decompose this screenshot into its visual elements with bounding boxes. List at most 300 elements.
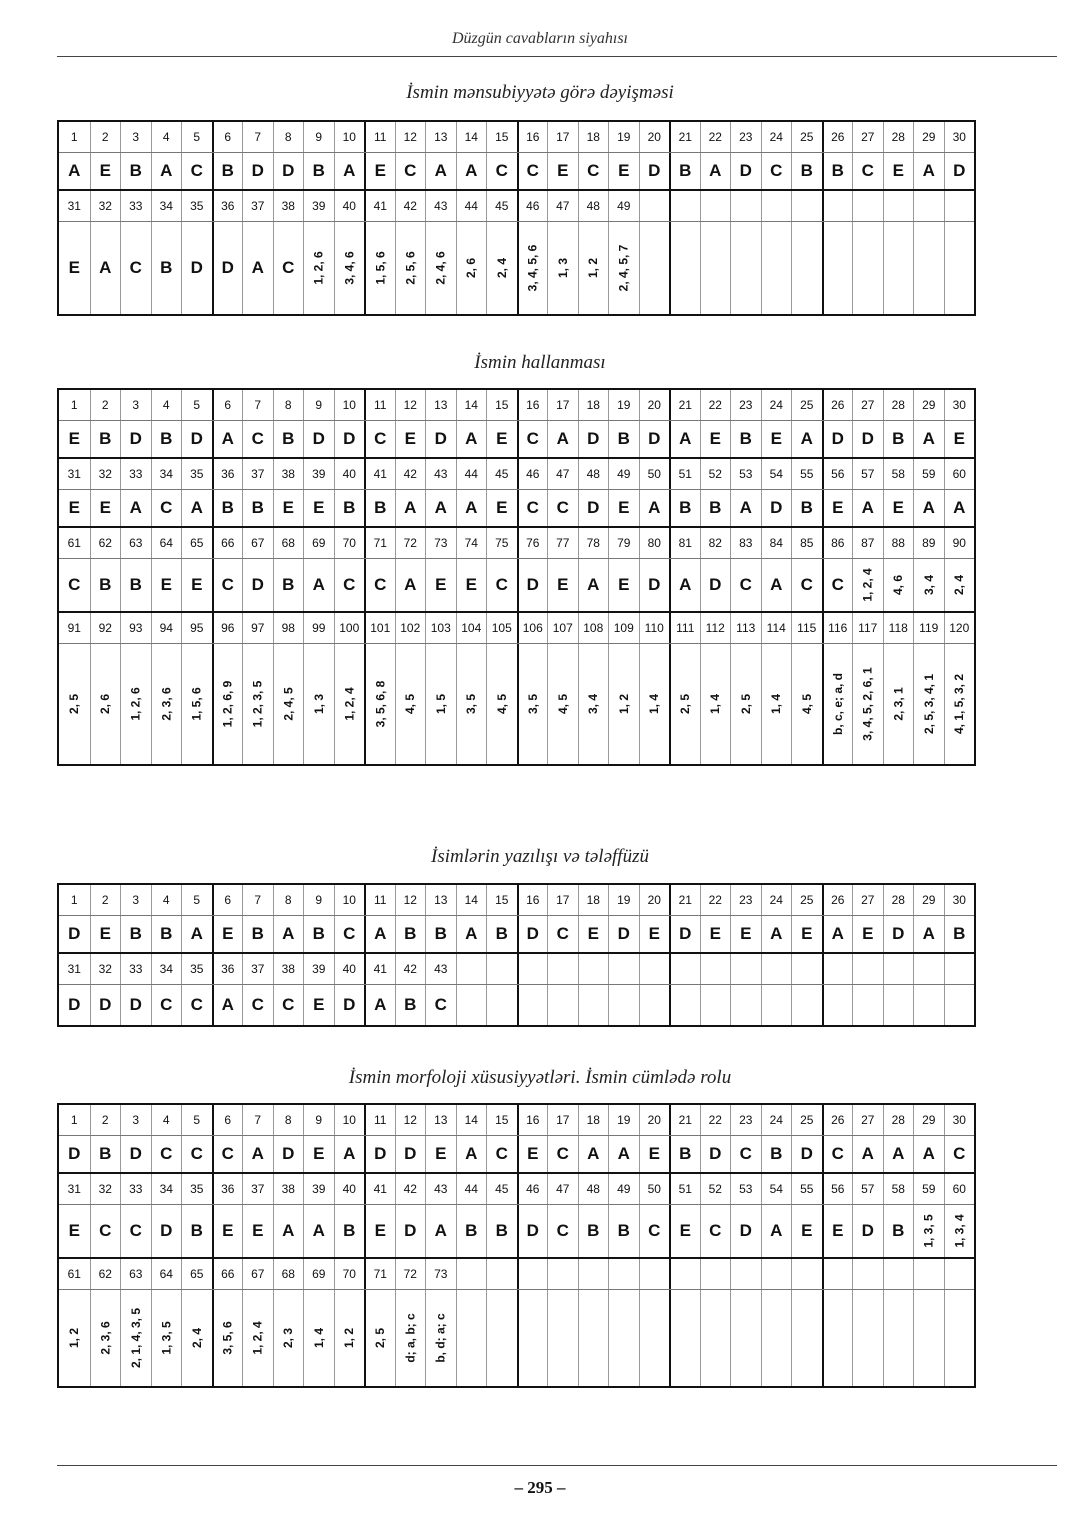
answer-cell: C	[547, 916, 578, 952]
answer-cell: C	[395, 153, 426, 189]
answer-cell: E	[303, 490, 334, 526]
question-number: 39	[303, 191, 334, 221]
question-number: 81	[669, 528, 700, 558]
question-number: 66	[212, 1259, 243, 1289]
answer-cell: B	[120, 916, 151, 952]
answer-cell	[852, 222, 883, 314]
question-number: 64	[151, 528, 182, 558]
answer-cell: E	[883, 153, 914, 189]
answer-cell: C	[364, 421, 395, 457]
question-number: 1	[70, 398, 78, 412]
answer-cell: 1, 5, 6	[364, 222, 395, 314]
question-number: 3	[120, 390, 151, 420]
question-number: 49	[608, 459, 639, 489]
answer-cell: 1, 4	[761, 644, 792, 764]
answer-cell: D	[761, 490, 792, 526]
question-number	[822, 954, 853, 984]
answer-grid-spelling	[57, 883, 976, 1027]
answer-cell: A	[242, 1136, 273, 1172]
answer-cell: A	[456, 916, 487, 952]
answer-cell: D	[517, 559, 548, 611]
question-number: 9	[303, 122, 334, 152]
question-number: 46	[517, 459, 548, 489]
answer-cell: 2, 4	[486, 222, 517, 314]
answer-cell: C	[181, 153, 212, 189]
question-number: 33	[120, 954, 151, 984]
question-number: 27	[852, 390, 883, 420]
question-number	[639, 1259, 670, 1289]
question-number	[730, 1259, 761, 1289]
answer-cell: 1, 2	[608, 644, 639, 764]
answer-cell: B	[364, 490, 395, 526]
question-number: 21	[669, 885, 700, 915]
answer-cell	[639, 222, 670, 314]
question-number-row	[59, 613, 974, 644]
question-number: 77	[547, 528, 578, 558]
section-title-possessive: İsmin mənsubiyyətə görə dəyişməsi	[406, 82, 674, 103]
answer-cell: A	[181, 490, 212, 526]
question-number: 19	[608, 1105, 639, 1135]
answer-cell	[913, 985, 944, 1025]
answer-cell: C	[151, 1136, 182, 1172]
question-number: 13	[425, 885, 456, 915]
question-number	[669, 954, 700, 984]
question-number	[608, 1259, 639, 1289]
question-number-row	[59, 390, 974, 421]
answer-cell: C	[852, 153, 883, 189]
answer-cell: 2, 6	[90, 644, 121, 764]
answer-cell: B	[151, 916, 182, 952]
question-number-row	[59, 1174, 974, 1205]
question-number: 10	[334, 1105, 365, 1135]
question-number: 57	[852, 459, 883, 489]
answer-cell	[761, 222, 792, 314]
answer-cell: B	[944, 916, 975, 952]
question-number: 39	[303, 1174, 334, 1204]
answer-cell: 3, 5, 6	[212, 1290, 243, 1386]
answer-cell: C	[700, 1205, 731, 1257]
answer-cell: B	[90, 1136, 121, 1172]
answer-cell: A	[212, 421, 243, 457]
question-number: 85	[791, 528, 822, 558]
answer-cell: E	[761, 421, 792, 457]
answer-cell: E	[303, 985, 334, 1025]
question-number: 27	[852, 885, 883, 915]
question-number: 57	[852, 1174, 883, 1204]
answer-cell: C	[486, 559, 517, 611]
answer-cell: B	[120, 559, 151, 611]
answer-cell: E	[90, 153, 121, 189]
answer-cell: E	[364, 1205, 395, 1257]
answer-cell: D	[730, 1205, 761, 1257]
question-number: 55	[791, 1174, 822, 1204]
answer-cell: E	[486, 490, 517, 526]
answer-cell: D	[364, 1136, 395, 1172]
answer-cell: B	[90, 559, 121, 611]
answer-cell	[608, 1290, 639, 1386]
answer-cell: E	[944, 421, 975, 457]
answer-cell: D	[334, 421, 365, 457]
question-number: 34	[151, 459, 182, 489]
answer-cell: E	[822, 1205, 853, 1257]
answer-cell: A	[669, 421, 700, 457]
answer-cell: B	[151, 421, 182, 457]
answer-cell: B	[425, 916, 456, 952]
question-number	[913, 191, 944, 221]
answer-cell: E	[822, 490, 853, 526]
answer-cell: 4, 5	[791, 644, 822, 764]
question-number: 16	[517, 122, 548, 152]
answer-cell: B	[669, 490, 700, 526]
question-number: 10	[334, 390, 365, 420]
answer-cell: B	[181, 1205, 212, 1257]
answer-cell: D	[334, 985, 365, 1025]
answer-cell: B	[273, 421, 304, 457]
question-number: 36	[212, 191, 243, 221]
question-number: 30	[944, 885, 975, 915]
question-number: 51	[669, 1174, 700, 1204]
question-number: 11	[364, 885, 395, 915]
question-number: 65	[181, 1259, 212, 1289]
answer-cell: E	[212, 916, 243, 952]
question-number: 6	[212, 885, 243, 915]
answer-cell: A	[852, 1136, 883, 1172]
question-number	[944, 1259, 975, 1289]
question-number: 34	[151, 191, 182, 221]
answer-cell: 1, 3, 5	[151, 1290, 182, 1386]
answer-cell	[456, 985, 487, 1025]
question-number: 25	[791, 1105, 822, 1135]
question-number: 52	[700, 1174, 731, 1204]
question-number: 118	[883, 613, 914, 643]
answer-cell: C	[944, 1136, 975, 1172]
answer-row	[59, 1136, 974, 1172]
question-number: 12	[395, 390, 426, 420]
answer-cell: E	[181, 559, 212, 611]
answer-cell: 2, 5, 3, 4, 1	[913, 644, 944, 764]
answer-cell: D	[944, 153, 975, 189]
section-title-spelling: İsimlərin yazılışı və tələffüzü	[431, 846, 649, 867]
question-number: 32	[90, 1174, 121, 1204]
question-number: 18	[578, 1105, 609, 1135]
answer-cell: 2, 5	[364, 1290, 395, 1386]
answer-cell: B	[608, 1205, 639, 1257]
answer-cell: D	[120, 1136, 151, 1172]
question-number: 33	[120, 459, 151, 489]
question-number: 13	[425, 390, 456, 420]
question-number: 28	[883, 885, 914, 915]
question-number	[761, 191, 792, 221]
answer-cell: A	[730, 490, 761, 526]
question-number: 13	[425, 122, 456, 152]
answer-cell: 2, 3, 6	[90, 1290, 121, 1386]
answer-cell: C	[242, 985, 273, 1025]
answer-cell: B	[791, 490, 822, 526]
answer-cell: D	[68, 1144, 81, 1163]
answer-cell: 1, 3	[303, 644, 334, 764]
answer-cell: 2, 6	[456, 222, 487, 314]
answer-cell	[822, 222, 853, 314]
question-number: 94	[151, 613, 182, 643]
question-number: 73	[425, 1259, 456, 1289]
question-number	[761, 1259, 792, 1289]
question-number: 99	[303, 613, 334, 643]
answer-cell	[944, 985, 975, 1025]
question-number: 4	[151, 122, 182, 152]
answer-cell: E	[425, 1136, 456, 1172]
question-number	[944, 191, 975, 221]
answer-cell: B	[151, 222, 182, 314]
question-number: 9	[303, 885, 334, 915]
question-number: 35	[181, 191, 212, 221]
question-number: 92	[90, 613, 121, 643]
question-number-row	[59, 885, 974, 916]
answer-cell: A	[68, 161, 81, 180]
question-number: 44	[456, 1174, 487, 1204]
question-number: 53	[730, 459, 761, 489]
answer-cell: A	[913, 421, 944, 457]
question-number: 71	[364, 528, 395, 558]
answer-cell: C	[212, 1136, 243, 1172]
question-number	[486, 1259, 517, 1289]
question-number: 87	[852, 528, 883, 558]
answer-cell	[822, 1290, 853, 1386]
answer-cell	[608, 985, 639, 1025]
answer-cell: B	[273, 559, 304, 611]
answer-cell: C	[425, 985, 456, 1025]
answer-cell: 1, 2, 4	[852, 559, 883, 611]
question-number	[547, 1259, 578, 1289]
question-number: 48	[578, 191, 609, 221]
answer-cell: E	[486, 421, 517, 457]
answer-cell: 4, 6	[883, 559, 914, 611]
answer-cell: D	[273, 1136, 304, 1172]
question-number: 37	[242, 191, 273, 221]
answer-cell: d; a, b; c	[395, 1290, 426, 1386]
answer-cell: A	[456, 1136, 487, 1172]
question-number: 59	[913, 1174, 944, 1204]
question-number: 19	[608, 885, 639, 915]
question-number	[700, 1259, 731, 1289]
answer-cell: A	[425, 1205, 456, 1257]
answer-cell: D	[852, 1205, 883, 1257]
question-number: 3	[120, 122, 151, 152]
question-number: 3	[120, 1105, 151, 1135]
answer-cell: B	[212, 490, 243, 526]
question-number: 32	[90, 191, 121, 221]
footer-rule	[57, 1465, 1057, 1466]
question-number: 42	[395, 459, 426, 489]
question-number: 21	[669, 1105, 700, 1135]
question-number: 28	[883, 122, 914, 152]
question-number: 39	[303, 954, 334, 984]
answer-cell: A	[547, 421, 578, 457]
answer-cell: D	[273, 153, 304, 189]
question-number: 24	[761, 1105, 792, 1135]
question-number: 75	[486, 528, 517, 558]
answer-cell: A	[273, 916, 304, 952]
answer-cell: C	[334, 916, 365, 952]
answer-cell	[791, 985, 822, 1025]
answer-grid-morphology	[57, 1103, 976, 1388]
question-number: 19	[608, 390, 639, 420]
answer-cell	[669, 985, 700, 1025]
question-number: 8	[273, 122, 304, 152]
question-number: 19	[608, 122, 639, 152]
question-number: 42	[395, 191, 426, 221]
question-number	[669, 1259, 700, 1289]
question-number	[883, 191, 914, 221]
answer-cell: D	[639, 559, 670, 611]
answer-cell: B	[242, 916, 273, 952]
question-number: 14	[456, 1105, 487, 1135]
question-number: 40	[334, 459, 365, 489]
question-number: 38	[273, 954, 304, 984]
answer-cell: D	[730, 153, 761, 189]
answer-cell: 2, 3, 6	[151, 644, 182, 764]
question-number: 34	[151, 1174, 182, 1204]
question-number: 6	[212, 122, 243, 152]
question-number: 1	[70, 130, 78, 144]
answer-cell: 2, 4	[944, 559, 975, 611]
question-number: 5	[181, 1105, 212, 1135]
question-number	[791, 191, 822, 221]
answer-cell: D	[639, 421, 670, 457]
question-number: 83	[730, 528, 761, 558]
answer-cell: C	[364, 559, 395, 611]
question-number: 98	[273, 613, 304, 643]
answer-cell: D	[68, 995, 81, 1014]
answer-cell: C	[517, 421, 548, 457]
question-number: 13	[425, 1105, 456, 1135]
answer-cell	[486, 985, 517, 1025]
question-number: 41	[364, 954, 395, 984]
question-number: 8	[273, 390, 304, 420]
question-number	[700, 954, 731, 984]
question-number: 16	[517, 885, 548, 915]
answer-cell: E	[242, 1205, 273, 1257]
answer-cell: A	[852, 490, 883, 526]
question-number: 20	[639, 390, 670, 420]
question-number: 31	[67, 1182, 81, 1196]
question-number: 91	[67, 621, 81, 635]
answer-cell: 2, 4, 5	[273, 644, 304, 764]
answer-cell: A	[944, 490, 975, 526]
answer-cell: 3, 4, 5, 6	[517, 222, 548, 314]
question-number-row	[59, 954, 974, 985]
question-number: 26	[822, 885, 853, 915]
question-number: 32	[90, 459, 121, 489]
question-number: 47	[547, 191, 578, 221]
answer-cell	[822, 985, 853, 1025]
answer-cell: 1, 3, 4	[944, 1205, 975, 1257]
answer-cell: C	[212, 559, 243, 611]
question-number: 24	[761, 390, 792, 420]
question-number: 33	[120, 191, 151, 221]
answer-cell: E	[883, 490, 914, 526]
question-number: 30	[944, 122, 975, 152]
question-number: 4	[151, 885, 182, 915]
answer-row	[59, 1290, 974, 1386]
question-number: 103	[425, 613, 456, 643]
question-number: 70	[334, 1259, 365, 1289]
answer-cell: C	[547, 1136, 578, 1172]
question-number: 37	[242, 1174, 273, 1204]
question-number: 43	[425, 459, 456, 489]
question-number: 58	[883, 1174, 914, 1204]
answer-cell: E	[517, 1136, 548, 1172]
answer-cell	[669, 1290, 700, 1386]
answer-cell: E	[425, 559, 456, 611]
answer-cell: D	[120, 985, 151, 1025]
answer-cell: D	[517, 916, 548, 952]
question-number: 17	[547, 885, 578, 915]
answer-cell: 1, 5	[425, 644, 456, 764]
answer-cell: B	[761, 1136, 792, 1172]
question-number: 29	[913, 885, 944, 915]
answer-cell: D	[90, 985, 121, 1025]
answer-cell	[852, 985, 883, 1025]
question-number: 97	[242, 613, 273, 643]
answer-cell: A	[639, 490, 670, 526]
answer-cell: E	[68, 1221, 80, 1240]
question-number: 53	[730, 1174, 761, 1204]
answer-block	[59, 526, 974, 611]
question-number-row	[59, 191, 974, 222]
answer-cell: 1, 2	[67, 1327, 82, 1349]
question-number: 54	[761, 1174, 792, 1204]
question-number: 45	[486, 191, 517, 221]
answer-cell: A	[242, 222, 273, 314]
question-number: 14	[456, 885, 487, 915]
answer-cell: D	[242, 153, 273, 189]
answer-cell: C	[639, 1205, 670, 1257]
answer-cell: D	[639, 153, 670, 189]
answer-cell: 1, 5, 6	[181, 644, 212, 764]
question-number: 35	[181, 954, 212, 984]
answer-cell: 2, 5	[730, 644, 761, 764]
question-number: 96	[212, 613, 243, 643]
question-number: 30	[944, 1105, 975, 1135]
answer-row	[59, 916, 974, 952]
question-number: 26	[822, 390, 853, 420]
answer-cell: A	[761, 559, 792, 611]
question-number	[578, 1259, 609, 1289]
answer-grid-possessive	[57, 120, 976, 316]
question-number: 4	[151, 1105, 182, 1135]
question-number	[852, 191, 883, 221]
answer-cell	[486, 1290, 517, 1386]
question-number: 65	[181, 528, 212, 558]
question-number: 49	[608, 191, 639, 221]
question-number: 9	[303, 390, 334, 420]
answer-cell: E	[90, 490, 121, 526]
question-number: 21	[669, 122, 700, 152]
answer-cell: E	[395, 421, 426, 457]
answer-cell: E	[90, 916, 121, 952]
page-number: – 295 –	[514, 1478, 566, 1497]
answer-cell: A	[913, 1136, 944, 1172]
answer-cell: A	[425, 153, 456, 189]
question-number: 44	[456, 191, 487, 221]
question-number: 116	[822, 613, 853, 643]
question-number: 100	[334, 613, 365, 643]
question-number: 11	[364, 1105, 395, 1135]
question-number	[883, 1259, 914, 1289]
question-number: 7	[242, 390, 273, 420]
answer-cell: E	[791, 1205, 822, 1257]
question-number	[517, 1259, 548, 1289]
